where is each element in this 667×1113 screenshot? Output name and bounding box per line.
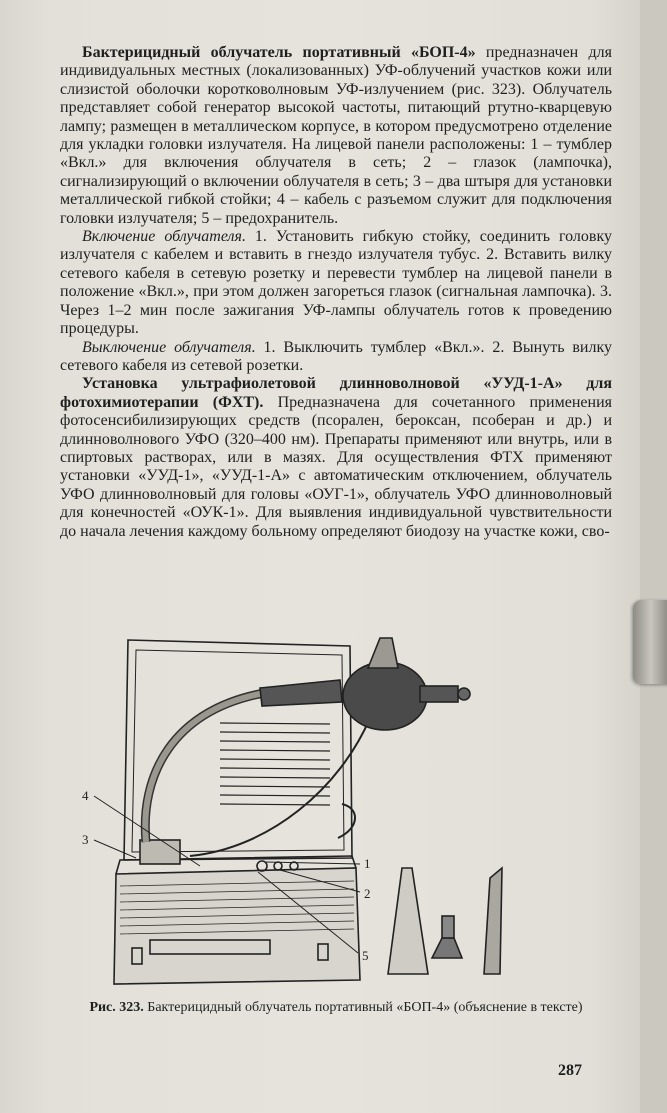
indicator-lamp	[274, 862, 282, 870]
page-tab	[633, 600, 667, 684]
emitter-tube	[368, 638, 398, 668]
figure-label-1: 1	[364, 856, 371, 871]
body-text	[60, 44, 612, 541]
heading-bop4: Бактерицидный облучатель портативный «БОП-4»	[82, 44, 476, 61]
figure-caption	[60, 999, 612, 1016]
emitter-arm	[260, 680, 342, 706]
paragraph-switch-on	[60, 228, 612, 338]
paragraph-uud-body: Предназначена для сочетанного применения фотосенсибилизирующих средств (псорален, бероксан, псоберан и др.) и длинноволнового УФО (320–400 нм). Препараты применяют или внутрь, или в спиртовых растворах, или в мазях. Для осуществления ФТХ применяют установки «УУД-1», «УУД-1-А» с автоматическим отключением, облучатель УФО длинноволновый для головы «ОУГ-1», облучатель УФО длинноволновый для конечностей «ОУК-1». Для выявления индивидуальной чувствительности до начала лечения каждому больному определяют биодозу на участке кожи, сво-	[60, 393, 612, 540]
paragraph-bop4-body: предназначен для индивидуальных местных (локализованных) УФ-облучений участков кожи или слизистой оболочки коротковолновым УФ-излучением (рис. 323). Облучатель представляет собой генератор высокой частоты, питающий ртутно-кварцевую лампу; размещен в металлическом корпусе, в котором предусмотрено отделение для укладки головки излучателя. На лицевой панели расположены: 1 – тумблер «Вкл.» для включения облучателя в сеть; 2 – глазок (лампочка), сигнализирующий о включении облучателя в сеть; 3 – два штыря для установки металлической гибкой стойки; 4 – кабель с разъемом служит для подключения головки излучателя; 5 – предохранитель.	[60, 44, 612, 227]
stand-socket	[140, 840, 180, 864]
paragraph-switch-off-body: 1. Выключить тумблер «Вкл.». 2. Вынуть вилку сетевого кабеля из сетевой розетки.	[60, 338, 613, 374]
paragraph-switch-off	[60, 339, 612, 376]
figure-label-5: 5	[362, 948, 369, 963]
figure-bop4-illustration	[80, 628, 540, 988]
paragraph-switch-on-body: 1. Установить гибкую стойку, соединить головку излучателя с кабелем и вставить в гнездо излучателя тубус. 2. Вставить вилку сетевого кабеля в сетевую розетку и перевести тумблер на лицевой панели в положение «Вкл.», при этом должен загореться глазок (сигнальная лампочка). 3. Через 1–2 мин после зажигания УФ-лампы облучатель готов к проведению процедуры.	[60, 228, 612, 338]
caption-number: Рис. 323.	[89, 1000, 144, 1015]
lid-instruction-plate	[220, 723, 330, 805]
heading-switch-on: Включение облучателя.	[82, 228, 246, 246]
caption-text: Бактерицидный облучатель портативный «БОП-4» (объяснение в тексте)	[143, 1000, 583, 1015]
figure-label-2: 2	[364, 886, 371, 901]
page-number: 287	[558, 1062, 582, 1079]
toggle-switch	[257, 861, 267, 871]
heading-uud: Установка ультрафиолетовой длинноволновой «УУД-1-А» для фотохимиотерапии (ФХТ).	[60, 375, 612, 411]
figure-label-4: 4	[82, 788, 89, 803]
heading-switch-off: Выключение облучателя.	[82, 338, 256, 356]
applicator-narrow	[484, 868, 502, 974]
paragraph-bop4	[60, 44, 612, 228]
applicator-cone	[388, 868, 428, 974]
applicator-small	[432, 938, 462, 958]
emitter-head	[343, 662, 427, 730]
paragraph-uud	[60, 375, 612, 541]
figure-label-3: 3	[82, 832, 89, 847]
